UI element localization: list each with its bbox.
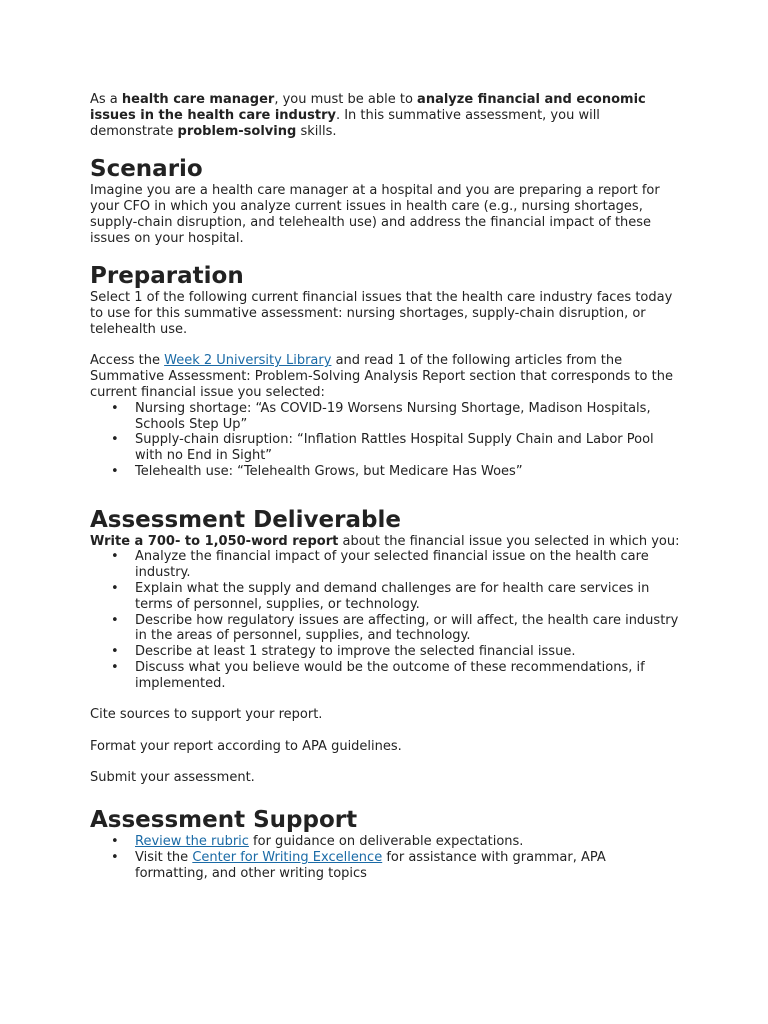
- list-item: [111, 549, 680, 581]
- intro-bold-role: health care manager: [121, 92, 275, 107]
- submit-text: Submit your assessment.: [90, 770, 255, 786]
- support-item-2-rest: for assistance with grammar, APA formatting, and other writing topics: [135, 850, 606, 881]
- cite-sources-text: Cite sources to support your report.: [90, 707, 323, 723]
- center-for-writing-excellence-link[interactable]: Center for Writing Excellence: [192, 850, 383, 866]
- list-item: [111, 432, 680, 464]
- list-item: [111, 850, 680, 882]
- bullet-icon: •: [111, 432, 119, 448]
- week-2-university-library-link[interactable]: Week 2 University Library: [164, 353, 332, 369]
- deliverable-lead-bold: Write a 700- to 1,050-word report: [90, 533, 339, 549]
- deliverable-list: [90, 549, 680, 691]
- intro-text-3: . In this summative assessment, you will demonstrate: [90, 107, 600, 139]
- format-apa-text: Format your report according to APA guidelines.: [90, 738, 402, 754]
- list-item: [111, 400, 680, 433]
- scenario-heading: Scenario: [90, 156, 203, 183]
- deliverable-item-2: Explain what the supply and demand challenges are for health care services in terms of personnel, supplies, or technology.: [135, 580, 650, 612]
- preparation-heading: Preparation: [90, 263, 244, 290]
- list-item: [111, 463, 680, 480]
- bullet-icon: •: [111, 580, 119, 596]
- deliverable-item-1: Analyze the financial impact of your selected financial issue on the health care industry.: [135, 549, 649, 581]
- bullet-icon: •: [111, 612, 119, 628]
- intro-text-4: skills.: [296, 123, 337, 139]
- bullet-icon: •: [111, 834, 119, 850]
- article-supply-chain: Supply-chain disruption: “Inflation Rattles Hospital Supply Chain and Labor Pool with no End in Sight”: [135, 432, 654, 464]
- list-item: [111, 659, 680, 692]
- support-item-2-before: Visit the: [135, 850, 193, 866]
- preparation-paragraph-2: [90, 353, 680, 400]
- article-nursing-shortage: Nursing shortage: “As COVID-19 Worsens Nursing Shortage, Madison Hospitals, Schools Step Up”: [135, 400, 651, 432]
- deliverable-item-3: Describe how regulatory issues are affecting, or will affect, the health care industry in the areas of personnel, supplies, and technology.: [135, 612, 679, 644]
- deliverable-lead-rest: about the financial issue you selected in which you:: [338, 533, 680, 549]
- intro-bold-problem-solving: problem-solving: [177, 123, 297, 139]
- spacer: [90, 692, 680, 708]
- list-item: [111, 612, 680, 645]
- list-item: [111, 644, 680, 660]
- scenario-paragraph: Imagine you are a health care manager at a hospital and you are preparing a report for your CFO in which you analyze current issues in health care (e.g., nursing shortages, supply-chain disruption, and telehealth use) and address the financial impact of these issues on your hospital.: [90, 183, 660, 246]
- intro-bold-skill: analyze financial and economic issues in the health care industry: [90, 92, 646, 123]
- deliverable-item-4: Describe at least 1 strategy to improve the selected financial issue.: [135, 644, 576, 660]
- preparation-p2-before: Access the: [90, 353, 165, 369]
- deliverable-lead: [90, 534, 680, 550]
- support-list: [90, 834, 680, 881]
- deliverable-item-5: Discuss what you believe would be the outcome of these recommendations, if implemented.: [135, 659, 645, 691]
- intro-text-2: , you must be able to: [274, 92, 418, 107]
- list-item: [111, 834, 680, 850]
- bullet-icon: •: [111, 850, 119, 866]
- article-list: [90, 401, 680, 480]
- preparation-p2-after: and read 1 of the following articles from the Summative Assessment: Problem-Solving Analysis Report section that corresponds to the current financial issue you selected:: [90, 353, 673, 400]
- assessment-support-heading: Assessment Support: [90, 807, 358, 834]
- support-item-1-rest: for guidance on deliverable expectations.: [248, 834, 524, 850]
- bullet-icon: •: [111, 463, 119, 479]
- article-telehealth: Telehealth use: “Telehealth Grows, but Medicare Has Woes”: [135, 463, 523, 479]
- bullet-icon: •: [111, 659, 119, 675]
- intro-text-1: As a: [90, 92, 122, 107]
- review-rubric-link[interactable]: Review the rubric: [135, 834, 249, 850]
- spacer: [90, 480, 680, 496]
- bullet-icon: •: [111, 400, 119, 416]
- intro-paragraph: [90, 92, 680, 139]
- assessment-deliverable-heading: Assessment Deliverable: [90, 506, 401, 533]
- list-item: [111, 580, 680, 613]
- bullet-icon: •: [111, 549, 119, 565]
- preparation-paragraph-1: Select 1 of the following current financial issues that the health care industry faces today to use for this summative assessment: nursing shortages, supply-chain disruption, or telehealth use.: [90, 290, 673, 337]
- document-body: [90, 92, 680, 882]
- bullet-icon: •: [111, 644, 119, 660]
